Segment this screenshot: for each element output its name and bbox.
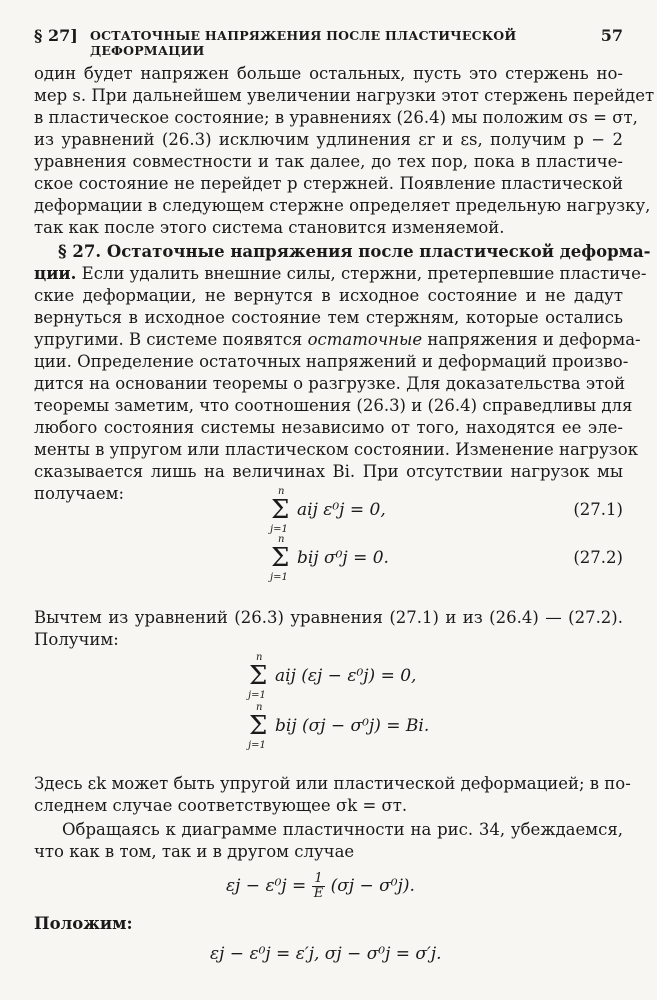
page-number: 57 (600, 26, 623, 45)
heading-continuation: ции. (34, 264, 77, 283)
text-line: Вычтем из уравнений (26.3) уравнения (27.1) и из (26.4) — (27.2). (34, 608, 623, 627)
text-line: так как после этого система становится изменяемой. (34, 218, 505, 237)
fraction-denominator: E (313, 886, 324, 901)
text-line: Обращаясь к диаграмме пластичности на рис. 34, убеждаемся, (62, 820, 623, 839)
equation-label: (27.1) (573, 500, 623, 519)
text-line: ские деформации, не вернутся в исходное состояние и не дадут (34, 286, 623, 305)
text-line: Здесь εk может быть упругой или пластической деформацией; в по- (34, 774, 631, 793)
equation-unloading (226, 872, 415, 901)
text-line: менты в упругом или пластическом состоянии. Изменение нагрузок (34, 440, 639, 459)
text-line: Положим: (34, 914, 133, 933)
sum-sign: Σ (249, 711, 268, 741)
text-line: сказывается лишь на величинах Bi. При отсутствии нагрузок мы (34, 462, 623, 481)
sum-sign: Σ (271, 495, 290, 525)
equation-definitions: εj − ε⁰j = ε′j, σj − σ⁰j = σ′j. (210, 944, 442, 964)
text-line: следнем случае соответствующее σk = σт. (34, 796, 408, 815)
italic-term: остаточные (307, 330, 423, 349)
sum-lower-limit: j=1 (270, 524, 288, 535)
header-section: § 27] (34, 26, 78, 45)
equation-label: (27.2) (573, 548, 623, 567)
text-line: любого состояния системы независимо от того, находятся ее эле- (34, 418, 623, 437)
text-line: ции. Если удалить внешние силы, стержни, претерпевшие пластиче- (34, 264, 647, 283)
sum-sign: Σ (249, 661, 268, 691)
text-line: ское состояние не перейдет p стержней. Появление пластической (34, 174, 623, 193)
text-line: получаем: (34, 484, 125, 503)
equation-body: aij ε⁰j = 0, (297, 500, 386, 520)
sum-lower-limit: j=1 (248, 690, 266, 701)
sum-upper-limit: n (256, 702, 263, 713)
text-line: уравнения совместности и так далее, до тех пор, пока в пластиче- (34, 152, 623, 171)
sum-sign: Σ (271, 543, 290, 573)
equation-body: bij (σj − σ⁰j) = Bi. (275, 716, 430, 736)
header-title: ОСТАТОЧНЫЕ НАПРЯЖЕНИЯ ПОСЛЕ ПЛАСТИЧЕСКОЙ ДЕФОРМАЦИИ (90, 28, 517, 58)
fraction-numerator: 1 (312, 872, 326, 887)
text-line: Получим: (34, 630, 119, 649)
text-line: деформации в следующем стержне определяет предельную нагрузку, (34, 196, 651, 215)
equation-lhs: εj − ε⁰j = (226, 876, 307, 896)
equation-rhs: (σj − σ⁰j). (330, 876, 415, 896)
text-line: из уравнений (26.3) исключим удлинения εr и εs, получим p − 2 (34, 130, 623, 149)
text-line: ции. Определение остаточных напряжений и деформаций произво- (34, 352, 629, 371)
equation-body: bij σ⁰j = 0. (297, 548, 389, 568)
text-line: теоремы заметим, что соотношения (26.3) и (26.4) справедливы для (34, 396, 633, 415)
sum-lower-limit: j=1 (248, 740, 266, 751)
text-line: один будет напряжен больше остальных, пусть это стержень но- (34, 64, 623, 83)
text-line: мер s. При дальнейшем увеличении нагрузки этот стержень перейдет (34, 86, 655, 105)
sum-upper-limit: n (256, 652, 263, 663)
equation-body: aij (εj − ε⁰j) = 0, (275, 666, 417, 686)
section-heading: § 27. Остаточные напряжения после пластической деформа- (58, 242, 651, 261)
text-line: в пластическое состояние; в уравнениях (26.4) мы положим σs = σт, (34, 108, 638, 127)
text-line: упругими. В системе появятся остаточные напряжения и деформа- (34, 330, 641, 349)
text-line: вернуться в исходное состояние тем стержням, которые остались (34, 308, 623, 327)
sum-upper-limit: n (278, 486, 285, 497)
sum-lower-limit: j=1 (270, 572, 288, 583)
text-line: дится на основании теоремы о разгрузке. Для доказательства этой (34, 374, 626, 393)
sum-upper-limit: n (278, 534, 285, 545)
text-line: что как в том, так и в другом случае (34, 842, 355, 861)
fraction (312, 872, 326, 901)
